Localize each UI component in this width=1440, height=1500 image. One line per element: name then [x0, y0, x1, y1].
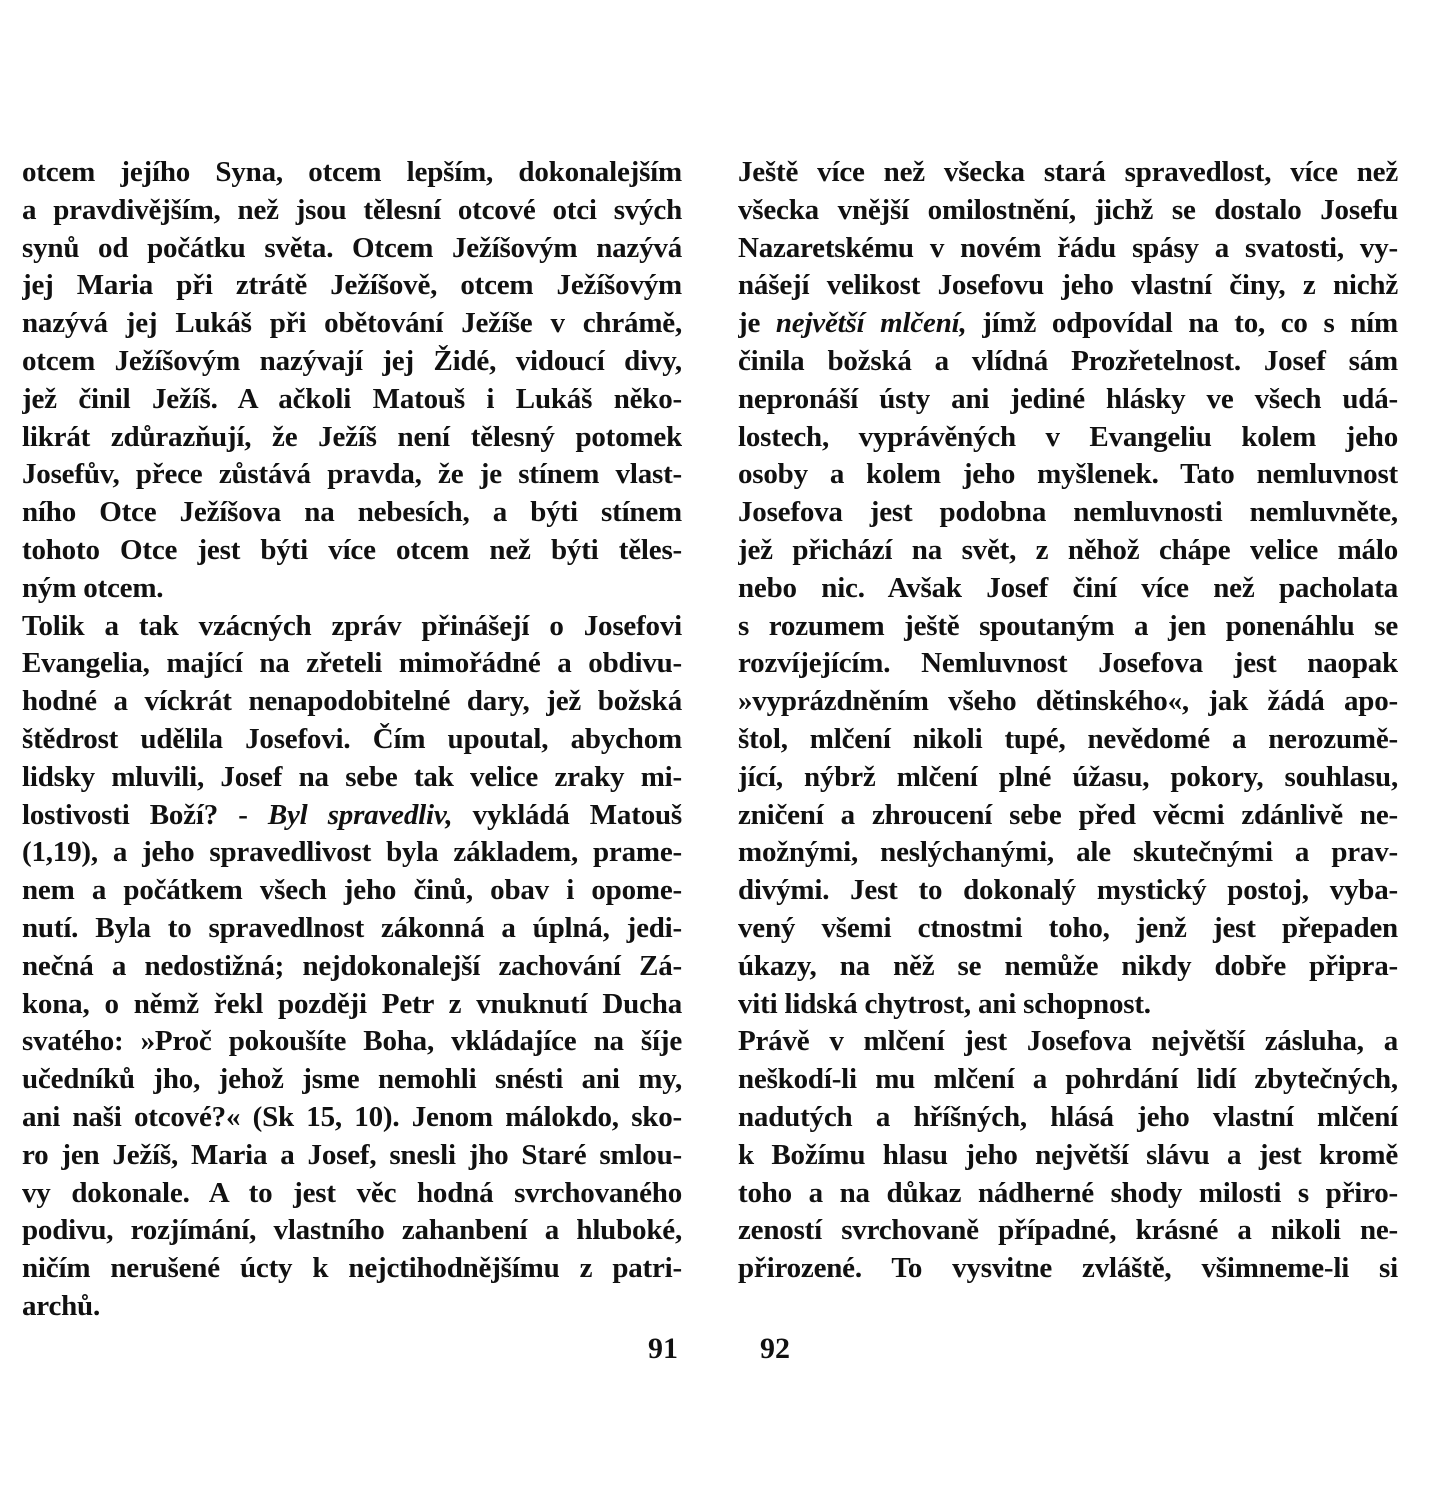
line-start: lostivosti Boží? - — [22, 798, 268, 831]
text-line: podivu, rozjímání, vlastního zahanbení a hluboké, — [22, 1214, 682, 1247]
text-line: nutí. Byla to spravedlnost zákonná a úplná, jedi- — [22, 911, 682, 944]
text-line: činila božská a vlídná Prozřetelnost. Josef sám — [738, 344, 1398, 377]
text-line: ani naši otcové?« (Sk 15, 10). Jenom málokdo, sko- — [22, 1100, 682, 1133]
text-line: možnými, neslýchanými, ale skutečnými a prav- — [738, 836, 1398, 869]
left-page — [22, 154, 682, 1326]
line-start: je — [738, 307, 776, 340]
text-line: vy dokonale. A to jest věc hodná svrchovaného — [22, 1176, 682, 1209]
line-end: vykládá Matouš — [452, 798, 682, 831]
text-line: lostech, vyprávěných v Evangeliu kolem jeho — [738, 420, 1398, 453]
italic-phrase: Byl spravedliv, — [267, 798, 453, 831]
text-line: nebo nic. Avšak Josef činí více než pacholata — [738, 571, 1398, 604]
text-line: nem a počátkem všech jeho činů, obav i opome- — [22, 874, 682, 907]
text-line: likrát zdůrazňují, že Ježíš není tělesný potomek — [22, 420, 682, 453]
text-line: nášejí velikost Josefovu jeho vlastní činy, z nichž — [738, 269, 1398, 302]
text-line: zničení a zhroucení sebe před věcmi zdánlivě ne- — [738, 798, 1398, 831]
text-line: ným otcem. — [22, 571, 164, 604]
text-line: nečná a nedostižná; nejdokonalejší zachování Zá- — [22, 949, 682, 982]
text-line: jící, nýbrž mlčení plné úžasu, pokory, souhlasu, — [738, 760, 1398, 793]
text-line: jež přichází na svět, z něhož chápe velice málo — [738, 533, 1398, 566]
text-line: osoby a kolem jeho myšlenek. Tato nemluvnost — [738, 458, 1398, 491]
italic-phrase: největší mlčení, — [775, 307, 967, 340]
text-line-with-italic — [22, 797, 682, 835]
text-line: ního Otce Ježíšova na nebesích, a býti stínem — [22, 496, 682, 529]
text-line: rozvíjejícím. Nemluvnost Josefova jest naopak — [738, 647, 1398, 680]
text-line: hodné a víckrát nenapodobitelné dary, jež božská — [22, 685, 682, 718]
text-line: k Božímu hlasu jeho největší slávu a jest kromě — [738, 1138, 1398, 1171]
text-line: toho a na důkaz nádherné shody milosti s přiro- — [738, 1176, 1398, 1209]
text-line: svatého: »Proč pokoušíte Boha, vkládajíce na šíje — [22, 1025, 682, 1058]
text-line: nazývá jej Lukáš při obětování Ježíše v chrámě, — [22, 307, 682, 340]
text-line: lidsky mluvili, Josef na sebe tak velice zraky mi- — [22, 760, 682, 793]
text-line: kona, o němž řekl později Petr z vnuknutí Ducha — [22, 987, 682, 1020]
text-line: otcem Ježíšovým nazývají jej Židé, vidoucí divy, — [22, 344, 682, 377]
text-line: úkazy, na něž se nemůže nikdy dobře připra- — [738, 949, 1398, 982]
text-line: štol, mlčení nikoli tupé, nevědomé a nerozumě- — [738, 722, 1398, 755]
text-line: Právě v mlčení jest Josefova největší zásluha, a — [738, 1025, 1398, 1058]
text-line: Tolik a tak vzácných zpráv přinášejí o Josefovi — [22, 609, 682, 642]
text-line: nepronáší ústy ani jediné hlásky ve všech udá- — [738, 382, 1398, 415]
text-line: divými. Jest to dokonalý mystický postoj, vyba- — [738, 874, 1398, 907]
text-line: všecka vnější omilostnění, jichž se dostalo Josefu — [738, 193, 1398, 226]
page-number-right: 92 — [760, 1332, 790, 1365]
text-line: štědrost udělila Josefovi. Čím upoutal, abychom — [22, 722, 682, 755]
text-line: s rozumem ještě spoutaným a jen ponenáhlu se — [738, 609, 1398, 642]
text-line: »vyprázdněním všeho dětinského«, jak žádá apo- — [738, 685, 1398, 718]
text-line: Josefova jest podobna nemluvnosti nemluvněte, — [738, 496, 1398, 529]
text-line: ničím nerušené úcty k nejctihodnějšímu z patri- — [22, 1252, 682, 1285]
text-line: Nazaretskému v novém řádu spásy a svatosti, vy- — [738, 231, 1398, 264]
text-line: tohoto Otce jest býti více otcem než býti těles- — [22, 533, 682, 566]
text-line: a pravdivějším, než jsou tělesní otcové otci svých — [22, 193, 682, 226]
line-end: jímž odpovídal na to, co s ním — [966, 307, 1398, 340]
page-number-left: 91 — [648, 1332, 678, 1365]
text-line: Josefův, přece zůstává pravda, že je stínem vlast- — [22, 458, 682, 491]
text-line: jež činil Ježíš. A ačkoli Matouš i Lukáš něko- — [22, 382, 682, 415]
text-line: archů. — [22, 1289, 101, 1322]
text-line: jej Maria při ztrátě Ježíšově, otcem Ježíšovým — [22, 269, 682, 302]
text-line: Evangelia, mající na zřeteli mimořádné a obdivu- — [22, 647, 682, 680]
text-line: (1,19), a jeho spravedlivost byla základem, prame- — [22, 836, 682, 869]
text-line: ro jen Ježíš, Maria a Josef, snesli jho Staré smlou- — [22, 1138, 682, 1171]
text-line: učedníků jho, jehož jsme nemohli snésti ani my, — [22, 1063, 682, 1096]
text-line: nadutých a hříšných, hlásá jeho vlastní mlčení — [738, 1100, 1398, 1133]
text-line-with-italic — [738, 305, 1398, 343]
text-line: Ještě více než všecka stará spravedlost, více než — [738, 156, 1398, 188]
text-line: vený všemi ctnostmi toho, jenž jest přepaden — [738, 911, 1398, 944]
right-page — [738, 154, 1398, 1288]
text-line: otcem jejího Syna, otcem lepším, dokonalejším — [22, 156, 682, 188]
text-line: viti lidská chytrost, ani schopnost. — [738, 987, 1151, 1020]
text-line: synů od počátku světa. Otcem Ježíšovým nazývá — [22, 231, 682, 264]
text-line: zeností svrchovaně případné, krásné a nikoli ne- — [738, 1214, 1398, 1247]
text-line: přirozené. To vysvitne zvláště, všimneme-li si — [738, 1252, 1398, 1285]
text-line: neškodí-li mu mlčení a pohrdání lidí zbytečných, — [738, 1063, 1398, 1096]
